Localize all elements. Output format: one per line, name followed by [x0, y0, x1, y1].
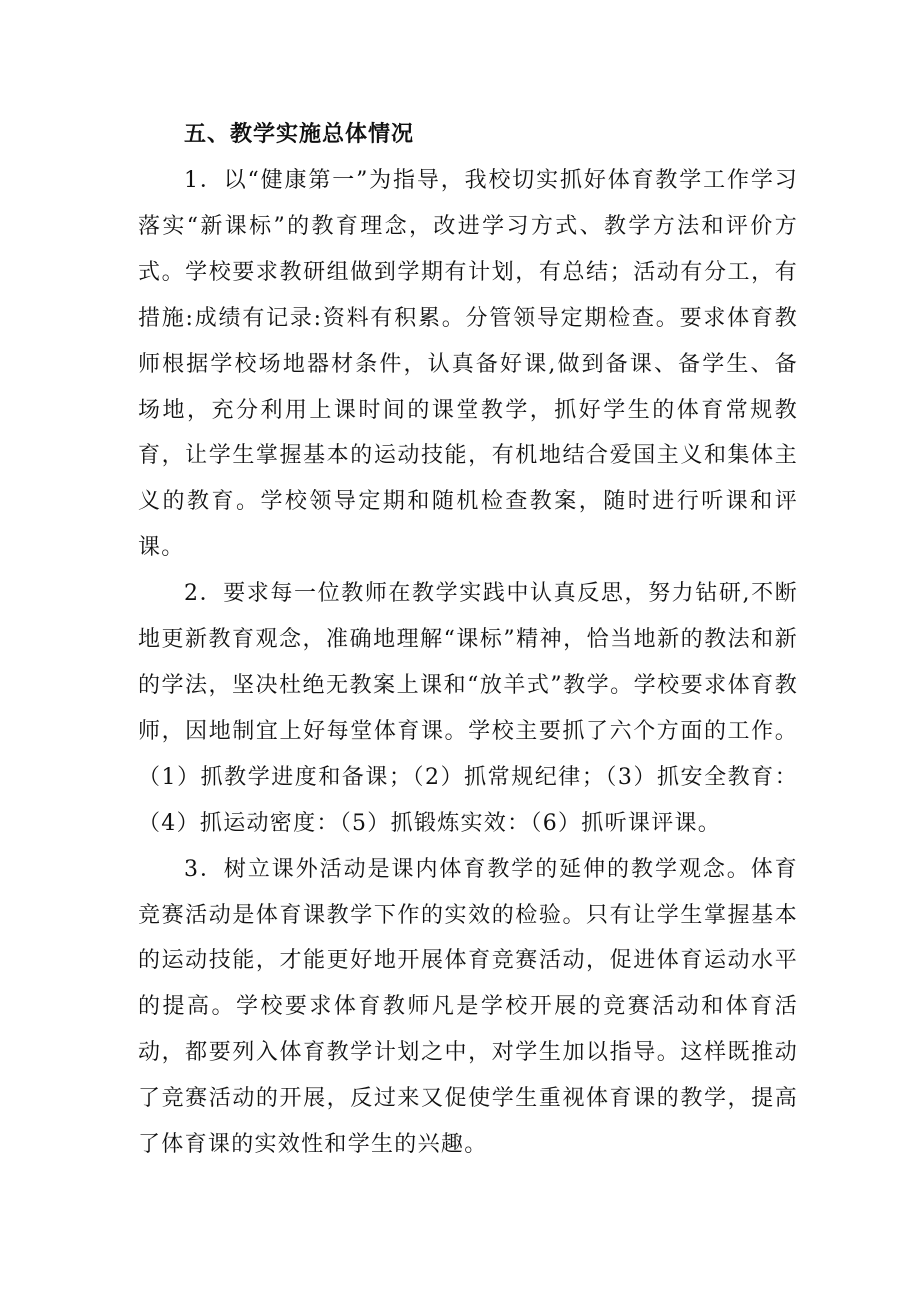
- paragraph-2: 2．要求每一位教师在教学实践中认真反思，努力钻研,不断地更新教育观念，准确地理解“课标”精神，恰当地新的教法和新的学法，坚决杜绝无教案上课和“放羊式”教学。学校要求体育教师，因地制宜上好每堂体育课。学校主要抓了六个方面的工作。（1）抓教学进度和备课；（2）抓常规纪律；（3）抓安全教育：（4）抓运动密度：（5）抓锻炼实效：（6）抓听课评课。: [138, 581, 798, 836]
- document-body: [138, 112, 798, 1168]
- paragraph-1: 1．以“健康第一”为指导，我校切实抓好体育教学工作学习落实“新课标”的教育理念，改进学习方式、教学方法和评价方式。学校要求教研组做到学期有计划，有总结；活动有分工，有措施:成绩有记录:资料有积累。分管领导定期检查。要求体育教师根据学校场地器材条件，认真备好课,做到备课、备学生、备场地，充分利用上课时间的课堂教学，抓好学生的体育常规教育，让学生掌握基本的运动技能，有机地结合爱国主义和集体主义的教育。学校领导定期和随机检查教案，随时进行听课和评课。: [138, 168, 798, 561]
- paragraph-3: 3．树立课外活动是课内体育教学的延伸的教学观念。体育竞赛活动是体育课教学下作的实效的检验。只有让学生掌握基本的运动技能，才能更好地开展体育竞赛活动，促进体育运动水平的提高。学校要求体育教师凡是学校开展的竞赛活动和体育活动，都要列入体育教学计划之中，对学生加以指导。这样既推动了竞赛活动的开展，反过来又促使学生重视体育课的教学，提高了体育课的实效性和学生的兴趣。: [138, 856, 798, 1158]
- section-heading: 五、教学实施总体情况: [184, 122, 415, 147]
